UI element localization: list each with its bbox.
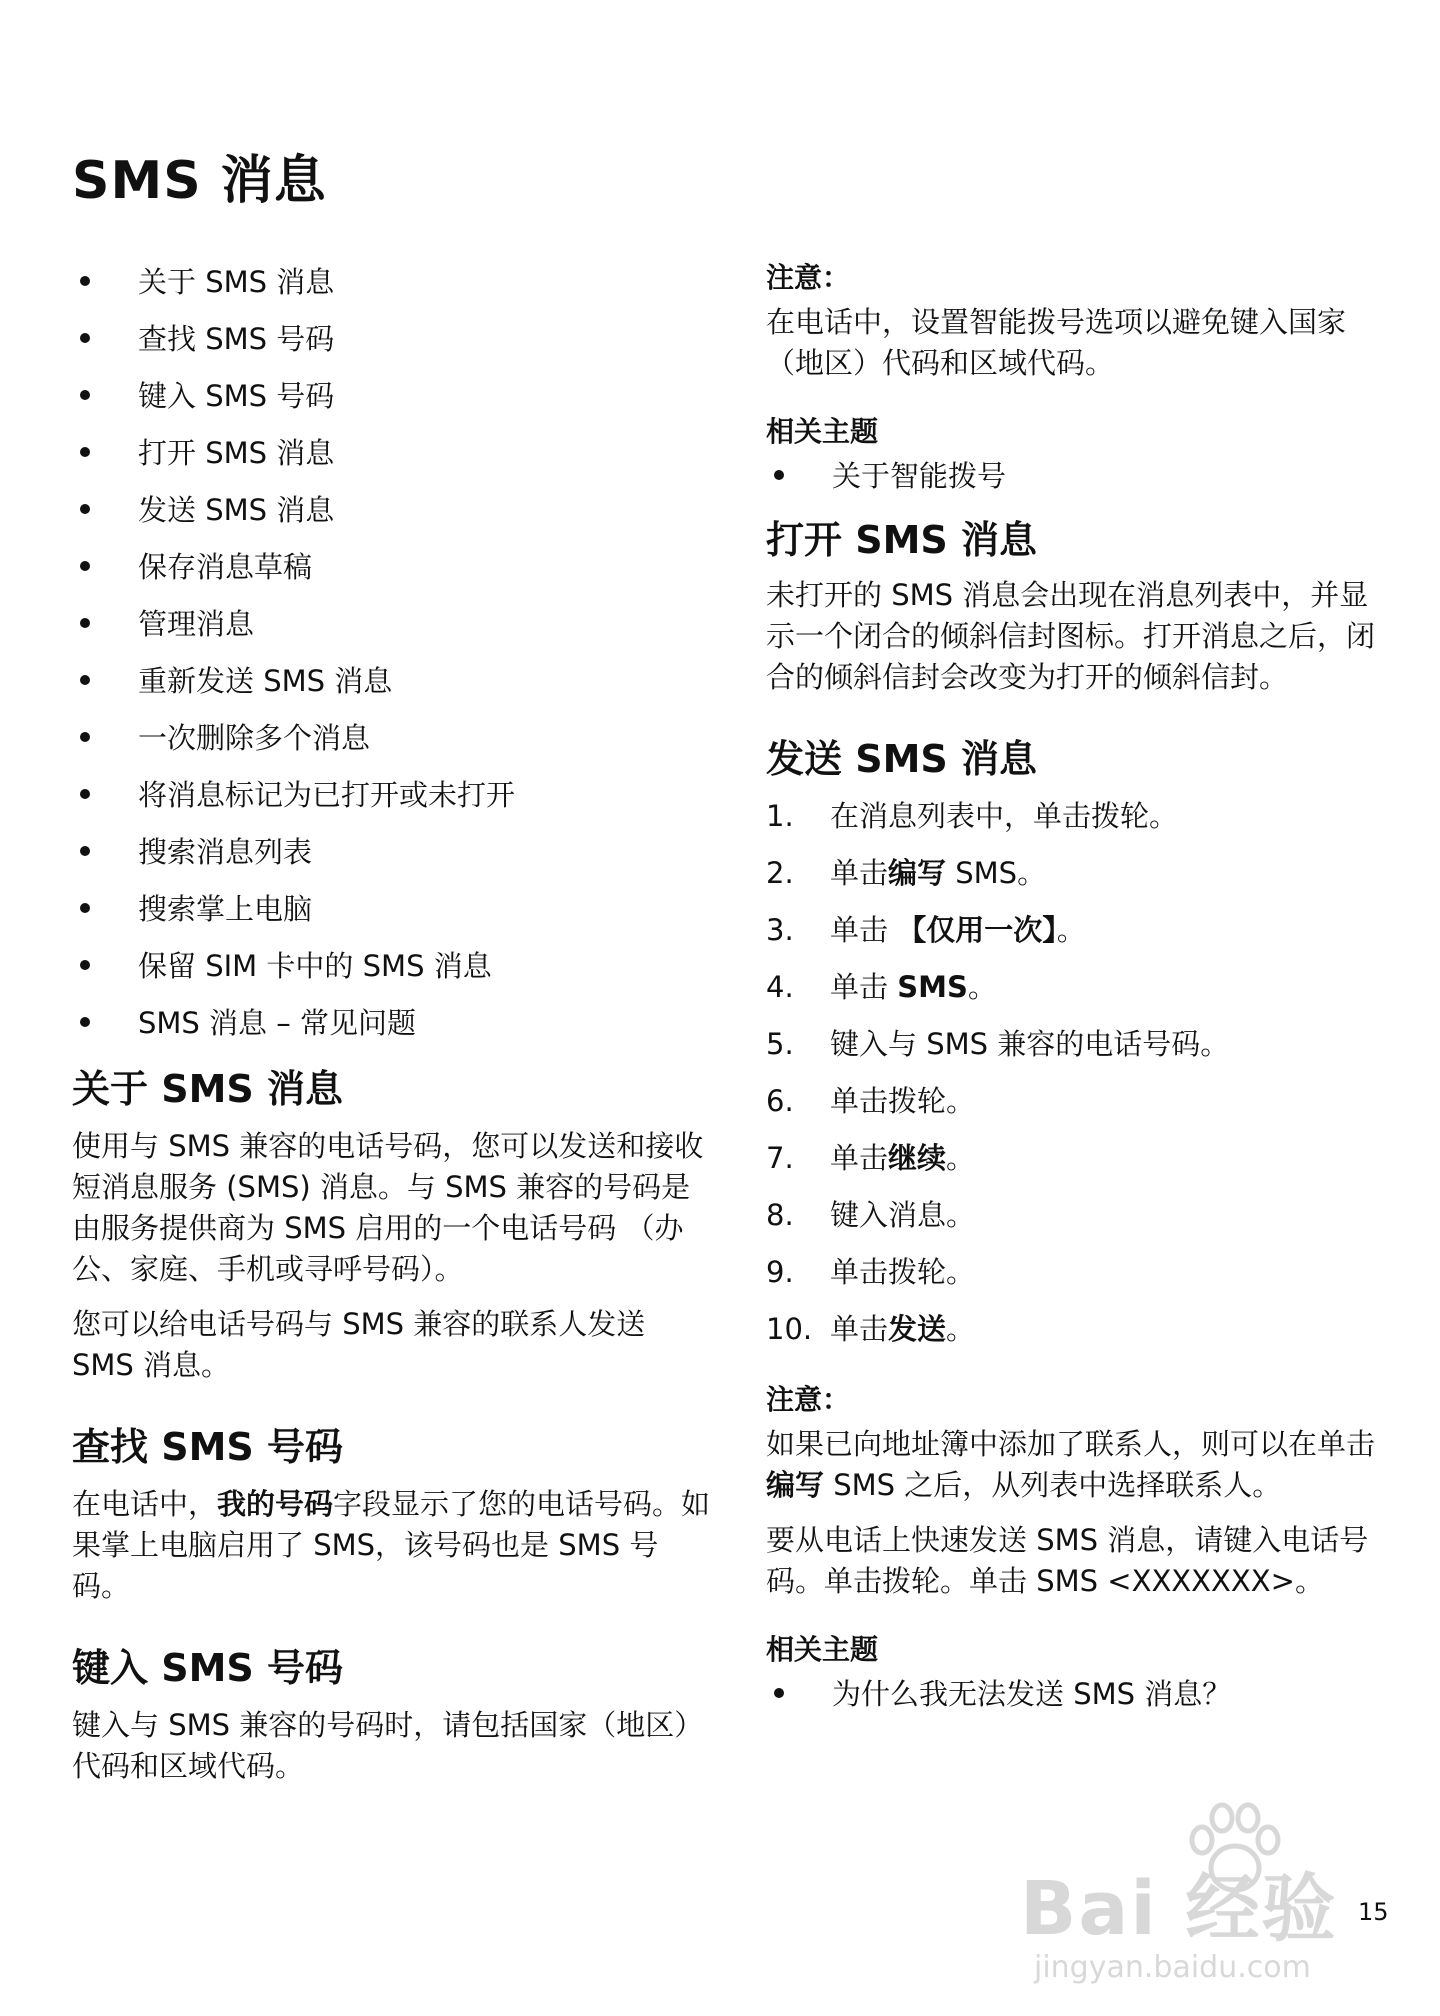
step-item: 9. 单击拨轮。 [766, 1255, 976, 1289]
field-name: 我的号码 [217, 1487, 334, 1521]
note-block [766, 1380, 1396, 1602]
section-heading: 查找 SMS 号码 [72, 1425, 344, 1469]
steps-list [766, 792, 1396, 1362]
bullet-icon [80, 447, 90, 457]
right-column [766, 258, 1396, 1727]
watermark-url: jingyan.baidu.com [1034, 1950, 1311, 1985]
section-heading: 关于 SMS 消息 [72, 1067, 344, 1111]
toc-list [72, 258, 712, 1056]
step-item: 3. 单击 【仅用一次】。 [766, 913, 1086, 947]
step-item: 7. 单击继续。 [766, 1141, 976, 1175]
note-label: 注意： [766, 1383, 851, 1416]
bullet-icon [80, 504, 90, 514]
bullet-icon [80, 675, 90, 685]
toc-item[interactable]: 关于 SMS 消息 [72, 258, 712, 315]
bullet-icon [774, 470, 784, 480]
toc-item[interactable]: 将消息标记为已打开或未打开 [72, 771, 712, 828]
bullet-icon [80, 333, 90, 343]
paragraph: 键入与 SMS 兼容的号码时，请包括国家（地区）代码和区域代码。 [72, 1708, 704, 1783]
section-heading: 发送 SMS 消息 [766, 737, 1038, 781]
toc-item[interactable]: 键入 SMS 号码 [72, 372, 712, 429]
toc-item[interactable]: 打开 SMS 消息 [72, 429, 712, 486]
bullet-icon [80, 732, 90, 742]
bullet-icon [80, 618, 90, 628]
section-heading: 键入 SMS 号码 [72, 1646, 344, 1690]
bullet-icon [80, 561, 90, 571]
baidu-jingyan-watermark [1010, 1800, 1390, 1990]
related-link[interactable]: 为什么我无法发送 SMS 消息？ [766, 1670, 1396, 1727]
note-text: 如果已向地址簿中添加了联系人，则可以在单击编写 SMS 之后，从列表中选择联系人。 [766, 1427, 1376, 1502]
toc-item[interactable]: 保存消息草稿 [72, 543, 712, 600]
step-item: 6. 单击拨轮。 [766, 1084, 976, 1118]
step-item: 1. 在消息列表中，单击拨轮。 [766, 799, 1179, 833]
related-topics [766, 412, 1396, 509]
step-item: 2. 单击编写 SMS。 [766, 856, 1047, 890]
watermark-logo: Bai 经验 [1020, 1866, 1338, 1952]
paragraph: 要从电话上快速发送 SMS 消息，请键入电话号码。单击拨轮。单击 SMS <XXXXXXX>。 [766, 1523, 1369, 1598]
find-section [72, 1422, 712, 1607]
page-title: SMS 消息 [72, 151, 327, 211]
note-text: 在电话中，设置智能拨号选项以避免键入国家 （地区）代码和区域代码。 [766, 305, 1347, 380]
paragraph: 使用与 SMS 兼容的电话号码，您可以发送和接收短消息服务 (SMS) 消息。与 SMS 兼容的号码是由服务提供商为 SMS 启用的一个电话号码 （办公、家庭、手机或寻呼号码）。 [72, 1129, 704, 1286]
paragraph: 未打开的 SMS 消息会出现在消息列表中，并显示一个闭合的倾斜信封图标。打开消息之后，闭合的倾斜信封会改变为打开的倾斜信封。 [766, 578, 1376, 694]
toc-item[interactable]: 一次删除多个消息 [72, 714, 712, 771]
bullet-icon [80, 276, 90, 286]
enter-section [72, 1643, 712, 1787]
step-item: 10. 单击发送。 [766, 1312, 976, 1346]
paw-icon [1180, 1800, 1290, 1900]
note-label: 注意： [766, 261, 851, 294]
open-section [766, 515, 1396, 698]
related-label: 相关主题 [766, 415, 879, 448]
bullet-icon [774, 1688, 784, 1698]
bullet-icon [80, 1017, 90, 1027]
step-item: 4. 单击 SMS。 [766, 970, 997, 1004]
toc-item[interactable]: 查找 SMS 号码 [72, 315, 712, 372]
bullet-icon [80, 390, 90, 400]
related-link[interactable]: 关于智能拨号 [766, 452, 1396, 509]
section-heading: 打开 SMS 消息 [766, 518, 1038, 562]
toc-item[interactable]: SMS 消息 – 常见问题 [72, 999, 712, 1056]
bullet-icon [80, 789, 90, 799]
page-number: 15 [1358, 1898, 1389, 1926]
related-topics [766, 1630, 1396, 1727]
related-label: 相关主题 [766, 1633, 879, 1666]
step-item: 8. 键入消息。 [766, 1198, 976, 1232]
toc-item[interactable]: 搜索掌上电脑 [72, 885, 712, 942]
send-section [766, 734, 1396, 1362]
bullet-icon [80, 846, 90, 856]
toc-item[interactable]: 搜索消息列表 [72, 828, 712, 885]
paragraph: 在电话中，我的号码字段显示了您的电话号码。如果掌上电脑启用了 SMS，该号码也是 SMS 号码。 [72, 1487, 711, 1603]
toc-item[interactable]: 保留 SIM 卡中的 SMS 消息 [72, 942, 712, 999]
toc-item[interactable]: 重新发送 SMS 消息 [72, 657, 712, 714]
paragraph: 您可以给电话号码与 SMS 兼容的联系人发送 SMS 消息。 [72, 1307, 646, 1382]
toc-item[interactable]: 管理消息 [72, 600, 712, 657]
step-item: 5. 键入与 SMS 兼容的电话号码。 [766, 1027, 1230, 1061]
about-section [72, 1064, 712, 1386]
bullet-icon [80, 903, 90, 913]
toc-item[interactable]: 发送 SMS 消息 [72, 486, 712, 543]
bullet-icon [80, 960, 90, 970]
left-column [72, 258, 712, 1787]
note-block [766, 258, 1396, 384]
